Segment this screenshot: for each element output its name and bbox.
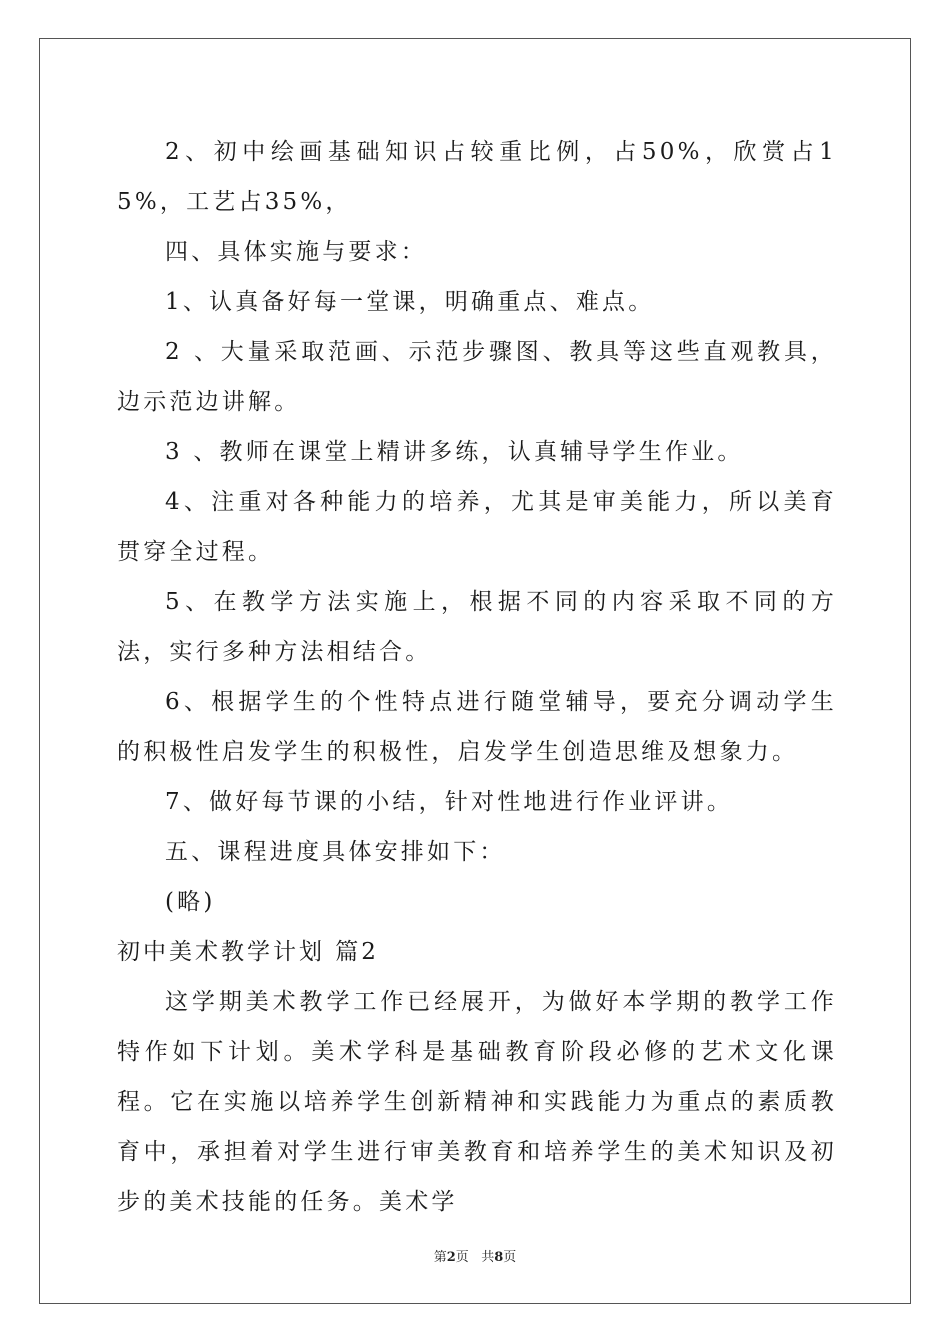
paragraph: 4、注重对各种能力的培养，尤其是审美能力，所以美育贯穿全过程。 [117,489,837,565]
page-label-suffix: 页 [455,1250,469,1265]
document-body [117,127,837,1227]
paragraph: 2 、大量采取范画、示范步骤图、教具等这些直观教具，边示范边讲解。 [117,339,837,415]
paragraph: 这学期美术教学工作已经展开，为做好本学期的教学工作特作如下计划。美术学科是基础教育阶段必修的艺术文化课程。它在实施以培养学生创新精神和实践能力为重点的素质教育中，承担着对学生进行审美教育和培养学生的美术知识及初步的美术技能的任务。美术学 [117,989,837,1215]
paragraph: 3 、教师在课堂上精讲多练，认真辅导学生作业。 [165,439,744,465]
paragraph: 五、课程进度具体安排如下： [165,839,506,865]
paragraph: 四、具体实施与要求： [165,239,427,265]
page-number: 2 [446,1250,456,1265]
total-label-suffix: 页 [503,1250,517,1265]
page-label-prefix: 第 [433,1250,447,1265]
total-pages: 8 [494,1250,504,1265]
paragraph: 5、在教学方法实施上，根据不同的内容采取不同的方法，实行多种方法相结合。 [117,589,837,665]
paragraph: (略) [165,889,216,915]
paragraph: 7、做好每节课的小结，针对性地进行作业评讲。 [165,789,734,815]
paragraph: 6、根据学生的个性特点进行随堂辅导，要充分调动学生的积极性启发学生的积极性，启发学生创造思维及想象力。 [117,689,837,765]
page-footer [0,1246,950,1265]
section-title: 初中美术教学计划 篇2 [117,939,379,965]
total-label-prefix: 共 [481,1250,495,1265]
paragraph: 2、初中绘画基础知识占较重比例，占50%，欣赏占15%，工艺占35%， [117,139,837,215]
paragraph: 1、认真备好每一堂课，明确重点、难点。 [165,289,655,315]
